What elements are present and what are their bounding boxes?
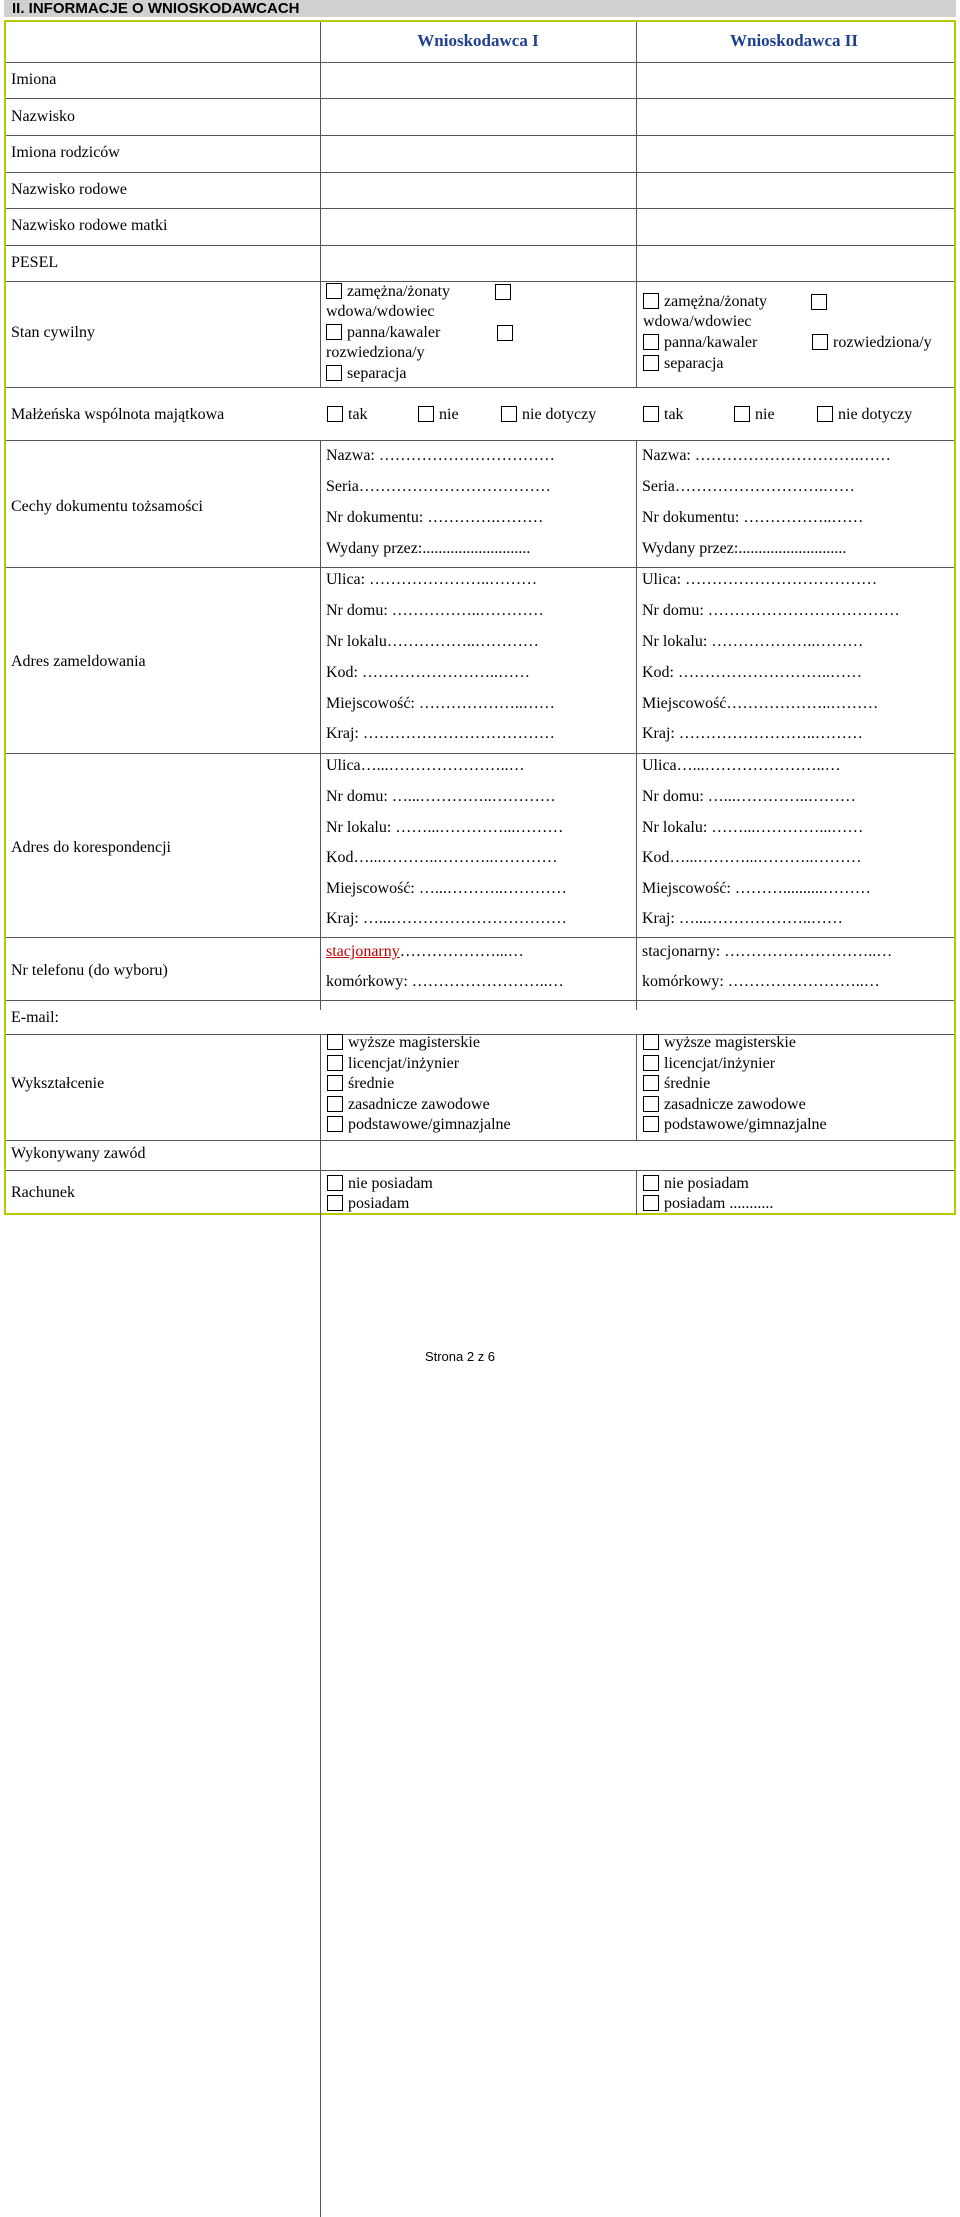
checkbox[interactable] bbox=[812, 334, 828, 350]
checkbox[interactable] bbox=[497, 325, 513, 341]
zameldowanie-field[interactable]: Ulica: ……………………………… bbox=[642, 571, 878, 588]
checkbox[interactable] bbox=[326, 324, 342, 340]
checkbox[interactable] bbox=[327, 1195, 343, 1211]
checkbox[interactable] bbox=[643, 355, 659, 371]
dokument-field[interactable]: Nazwa: ………………………….…… bbox=[642, 447, 891, 464]
korespondencja-field[interactable]: Ulica…...…………………..… bbox=[326, 757, 525, 774]
label-adres-korespondencji: Adres do korespondencji bbox=[11, 839, 171, 856]
wspolnota-nie-2[interactable]: nie bbox=[734, 405, 775, 425]
wyksztalcenie-option[interactable]: licencjat/inżynier bbox=[327, 1054, 459, 1074]
checkbox[interactable] bbox=[643, 293, 659, 309]
wyksztalcenie-option[interactable]: zasadnicze zawodowe bbox=[643, 1095, 806, 1115]
checkbox[interactable] bbox=[327, 1096, 343, 1112]
wspolnota-nie-dotyczy-1[interactable]: nie dotyczy bbox=[501, 405, 596, 425]
checkbox[interactable] bbox=[327, 1055, 343, 1071]
dokument-field[interactable]: Wydany przez:........................... bbox=[642, 540, 847, 557]
label-wspolnota: Małżeńska wspólnota majątkowa bbox=[11, 406, 225, 423]
dokument-field[interactable]: Wydany przez:........................... bbox=[326, 540, 531, 557]
checkbox[interactable] bbox=[495, 284, 511, 300]
checkbox[interactable] bbox=[643, 1034, 659, 1050]
wspolnota-tak-2[interactable]: tak bbox=[643, 405, 684, 425]
zameldowanie-field[interactable]: Kraj: ……………………..……… bbox=[642, 725, 863, 742]
zameldowanie-field[interactable]: Kod: ………………………..…… bbox=[642, 664, 862, 681]
stan-cywilny-option[interactable]: rozwiedziona/y bbox=[812, 333, 932, 353]
header-applicant-1: Wnioskodawca I bbox=[417, 31, 539, 50]
rachunek-option[interactable]: posiadam bbox=[327, 1194, 409, 1214]
stan-cywilny-option-label: rozwiedziona/y bbox=[326, 344, 425, 361]
dokument-field[interactable]: Nazwa: …………………………… bbox=[326, 447, 555, 464]
rachunek-option[interactable]: posiadam ........... bbox=[643, 1194, 773, 1214]
stan-cywilny-option[interactable]: separacja bbox=[643, 354, 724, 374]
label-rachunek: Rachunek bbox=[11, 1184, 75, 1201]
zameldowanie-field[interactable]: Miejscowość………………..……… bbox=[642, 695, 879, 712]
korespondencja-field[interactable]: Kod…...………..………..………… bbox=[326, 849, 558, 866]
wyksztalcenie-option[interactable]: licencjat/inżynier bbox=[643, 1054, 775, 1074]
checkbox[interactable] bbox=[643, 1116, 659, 1132]
checkbox[interactable] bbox=[643, 406, 659, 422]
label-nazwisko-rodowe: Nazwisko rodowe bbox=[11, 181, 127, 198]
stan-cywilny-option[interactable]: zamężna/żonaty bbox=[326, 282, 450, 302]
wyksztalcenie-option[interactable]: zasadnicze zawodowe bbox=[327, 1095, 490, 1115]
page-footer: Strona 2 z 6 bbox=[424, 1349, 496, 1364]
label-stan-cywilny: Stan cywilny bbox=[11, 324, 95, 341]
korespondencja-field[interactable]: Kraj: …...…………………………… bbox=[326, 910, 567, 927]
label-adres-zameldowania: Adres zameldowania bbox=[11, 653, 146, 670]
checkbox[interactable] bbox=[734, 406, 750, 422]
korespondencja-field[interactable]: Miejscowość: ………..........……… bbox=[642, 880, 871, 897]
zameldowanie-field[interactable]: Nr lokalu: ………………..……… bbox=[642, 633, 864, 650]
checkbox[interactable] bbox=[327, 1116, 343, 1132]
wspolnota-nie-dotyczy-2[interactable]: nie dotyczy bbox=[817, 405, 912, 425]
checkbox[interactable] bbox=[327, 406, 343, 422]
stan-cywilny-option[interactable]: panna/kawaler bbox=[326, 323, 440, 343]
rachunek-option[interactable]: nie posiadam bbox=[643, 1174, 749, 1194]
checkbox[interactable] bbox=[643, 1175, 659, 1191]
stan-cywilny-option-label: wdowa/wdowiec bbox=[643, 313, 752, 330]
korespondencja-field[interactable]: Nr lokalu: ……...…………...…… bbox=[642, 819, 864, 836]
stan-cywilny-option[interactable]: zamężna/żonaty bbox=[643, 292, 767, 312]
korespondencja-field[interactable]: Ulica…...…………………..… bbox=[642, 757, 841, 774]
korespondencja-field[interactable]: Miejscowość: …...………..………… bbox=[326, 880, 567, 897]
checkbox[interactable] bbox=[817, 406, 833, 422]
checkbox[interactable] bbox=[501, 406, 517, 422]
dokument-field[interactable]: Seria……………………….…… bbox=[642, 478, 855, 495]
dokument-field[interactable]: Nr dokumentu: ………….……… bbox=[326, 509, 544, 526]
label-wyksztalcenie: Wykształcenie bbox=[11, 1075, 105, 1092]
zameldowanie-field[interactable]: Kod: ……………………..…… bbox=[326, 664, 530, 681]
wyksztalcenie-option[interactable]: wyższe magisterskie bbox=[643, 1033, 796, 1053]
wyksztalcenie-option[interactable]: średnie bbox=[643, 1074, 710, 1094]
zameldowanie-field[interactable]: Miejscowość: ………………..…… bbox=[326, 695, 555, 712]
checkbox[interactable] bbox=[327, 1034, 343, 1050]
checkbox[interactable] bbox=[643, 1075, 659, 1091]
label-imiona-rodzicow: Imiona rodziców bbox=[11, 144, 120, 161]
section-title: II. INFORMACJE O WNIOSKODAWCACH bbox=[4, 0, 956, 17]
header-applicant-2: Wnioskodawca II bbox=[729, 31, 858, 50]
label-telefon: Nr telefonu (do wyboru) bbox=[11, 962, 168, 979]
telefon-komorkowy-2[interactable]: komórkowy: ……………………..… bbox=[642, 973, 880, 990]
label-zawod: Wykonywany zawód bbox=[11, 1145, 146, 1162]
dokument-field[interactable]: Seria……………………………… bbox=[326, 478, 551, 495]
rachunek-option[interactable]: nie posiadam bbox=[327, 1174, 433, 1194]
zameldowanie-field[interactable]: Nr domu: ……………………………… bbox=[642, 602, 900, 619]
korespondencja-field[interactable]: Nr domu: …...…………..………… bbox=[326, 788, 556, 805]
checkbox[interactable] bbox=[643, 1096, 659, 1112]
wyksztalcenie-option[interactable]: wyższe magisterskie bbox=[327, 1033, 480, 1053]
label-pesel: PESEL bbox=[11, 254, 59, 271]
checkbox[interactable] bbox=[643, 334, 659, 350]
checkbox[interactable] bbox=[327, 1175, 343, 1191]
stan-cywilny-option[interactable]: panna/kawaler bbox=[643, 333, 757, 353]
checkbox[interactable] bbox=[643, 1055, 659, 1071]
label-dokument: Cechy dokumentu tożsamości bbox=[11, 498, 203, 515]
checkbox[interactable] bbox=[326, 283, 342, 299]
telefon-stacjonarny-1[interactable]: stacjonarny………………...… bbox=[326, 943, 524, 960]
stan-cywilny-option-label: wdowa/wdowiec bbox=[326, 303, 435, 320]
wyksztalcenie-option[interactable]: podstawowe/gimnazjalne bbox=[643, 1115, 827, 1135]
korespondencja-field[interactable]: Nr domu: …...…………..……… bbox=[642, 788, 856, 805]
korespondencja-field[interactable]: Kraj: …...………………..…… bbox=[642, 910, 843, 927]
wspolnota-tak-1[interactable]: tak bbox=[327, 405, 368, 425]
zameldowanie-field[interactable]: Nr domu: ……………..………… bbox=[326, 602, 544, 619]
zameldowanie-field[interactable]: Ulica: …………………..……… bbox=[326, 571, 538, 588]
checkbox[interactable] bbox=[327, 1075, 343, 1091]
telefon-stacjonarny-2[interactable]: stacjonarny: ………………………..… bbox=[642, 943, 893, 960]
checkbox[interactable] bbox=[326, 365, 342, 381]
telefon-komorkowy-1[interactable]: komórkowy: ……………………..… bbox=[326, 973, 564, 990]
dokument-field[interactable]: Nr dokumentu: ……………..…… bbox=[642, 509, 864, 526]
wyksztalcenie-option[interactable]: podstawowe/gimnazjalne bbox=[327, 1115, 511, 1135]
zameldowanie-field[interactable]: Nr lokalu……………..………… bbox=[326, 633, 539, 650]
label-imiona: Imiona bbox=[11, 71, 57, 88]
wyksztalcenie-option[interactable]: średnie bbox=[327, 1074, 394, 1094]
label-nazwisko: Nazwisko bbox=[11, 108, 75, 125]
checkbox[interactable] bbox=[811, 294, 827, 310]
checkbox[interactable] bbox=[643, 1195, 659, 1211]
label-email: E-mail: bbox=[11, 1009, 59, 1026]
korespondencja-field[interactable]: Kod…...………...………..……… bbox=[642, 849, 862, 866]
label-nazwisko-rodowe-matki: Nazwisko rodowe matki bbox=[11, 217, 168, 234]
korespondencja-field[interactable]: Nr lokalu: ……...…………...……… bbox=[326, 819, 564, 836]
stan-cywilny-option[interactable]: separacja bbox=[326, 364, 407, 384]
checkbox[interactable] bbox=[418, 406, 434, 422]
zameldowanie-field[interactable]: Kraj: ……………………………… bbox=[326, 725, 555, 742]
wspolnota-nie-1[interactable]: nie bbox=[418, 405, 459, 425]
